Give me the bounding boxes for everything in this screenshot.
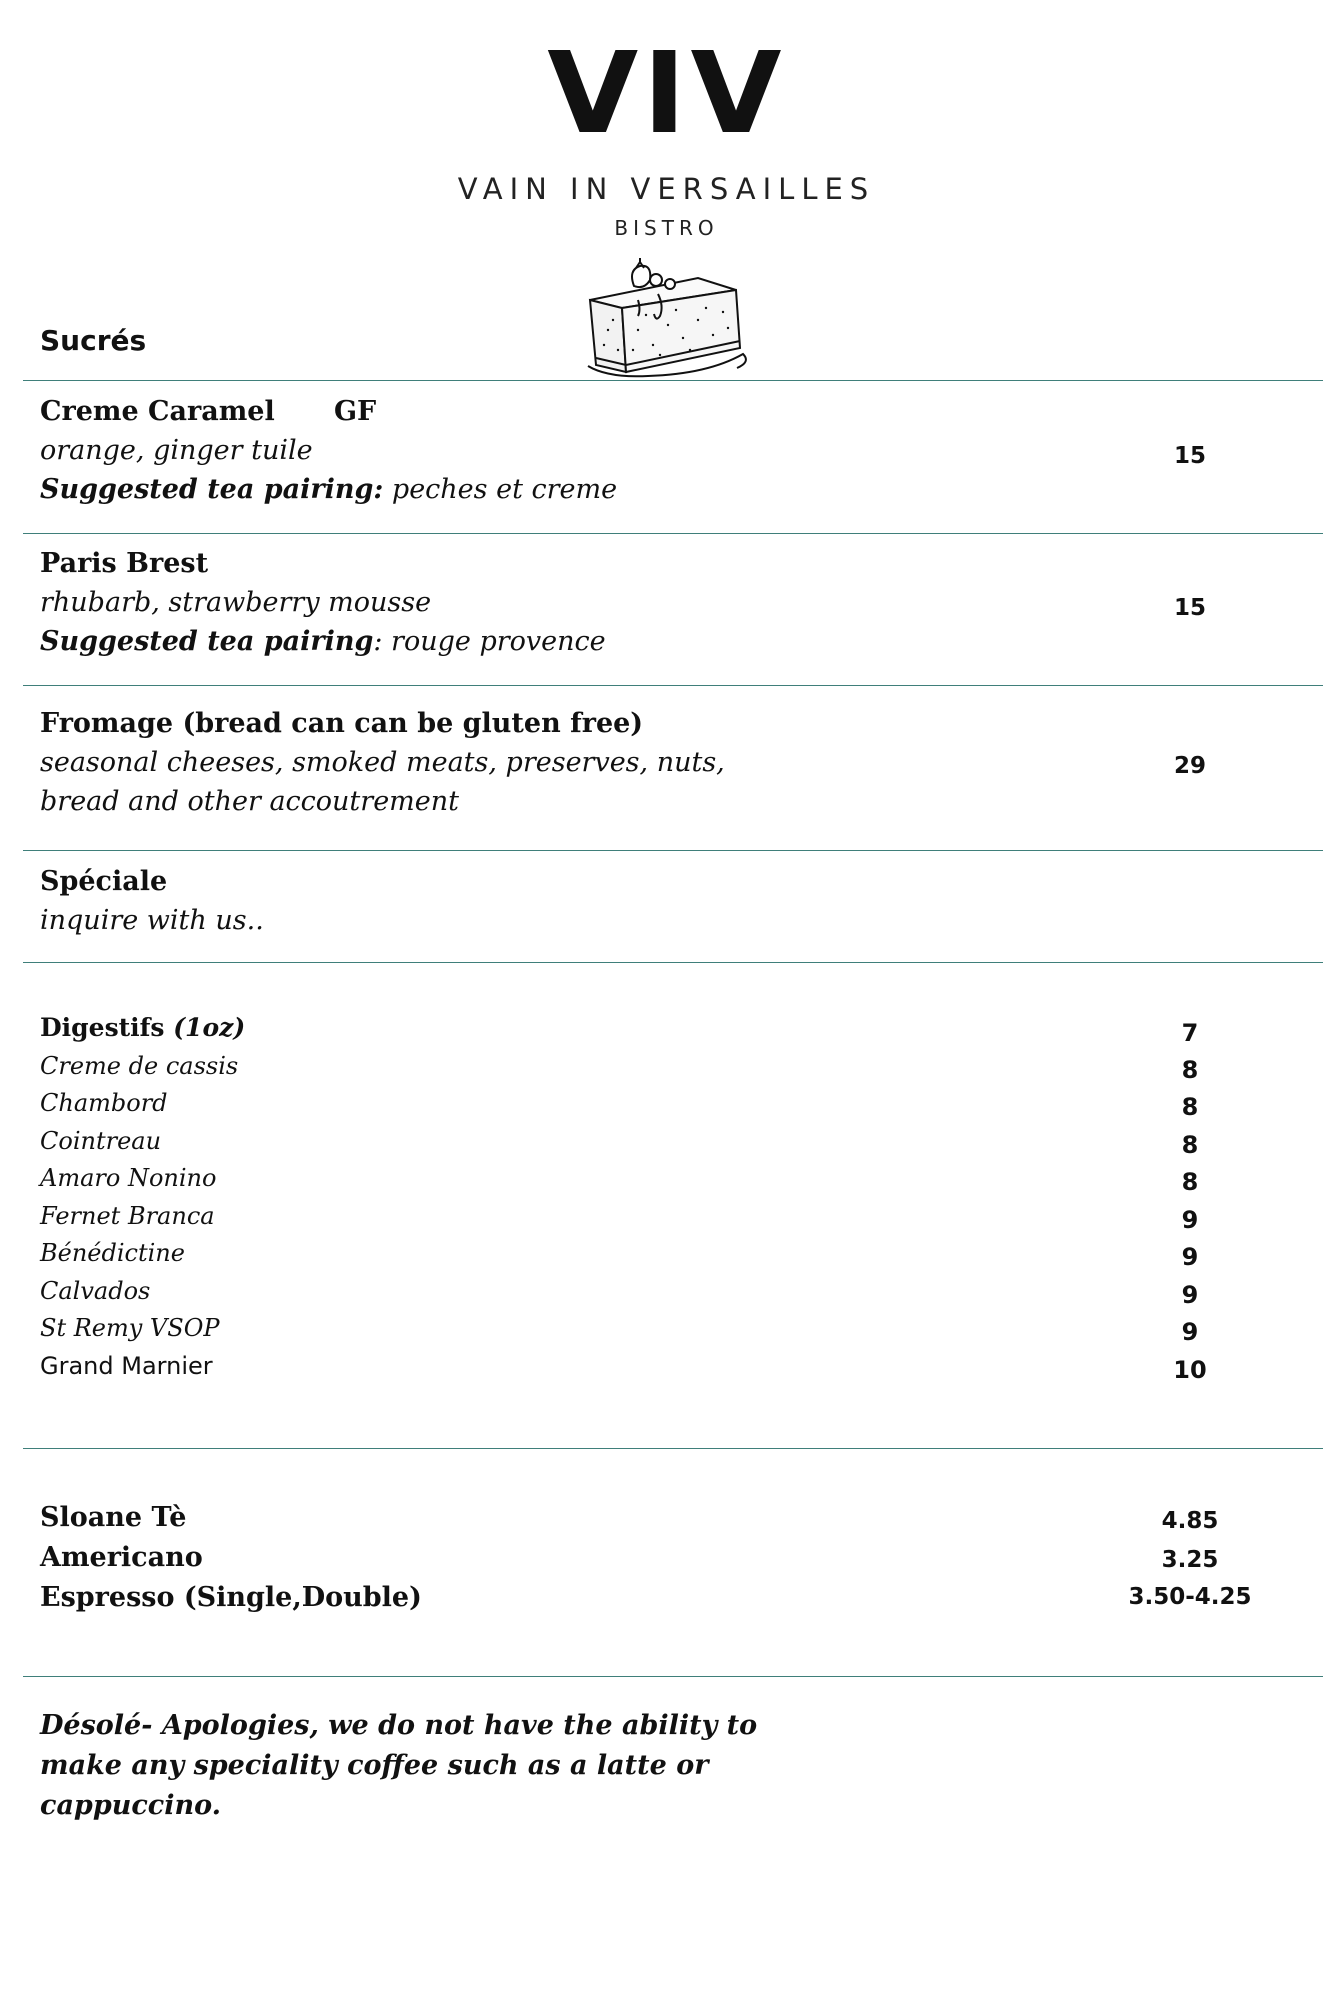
item-description: bread and other accoutrement bbox=[40, 786, 459, 817]
item-price: 15 bbox=[1173, 443, 1206, 469]
item-name-fromage: Fromage (bread can can be gluten free) bbox=[40, 708, 644, 739]
gluten-free-badge: GF bbox=[334, 396, 377, 427]
digestif-price: 9 bbox=[1181, 1318, 1199, 1346]
tea-pairing bbox=[40, 626, 606, 657]
divider bbox=[23, 962, 1323, 963]
item-price: 29 bbox=[1173, 753, 1206, 779]
digestif-item: Cointreau bbox=[40, 1127, 162, 1155]
apology-note bbox=[40, 1706, 900, 1826]
digestif-price: 8 bbox=[1181, 1056, 1199, 1084]
item-description: rhubarb, strawberry mousse bbox=[40, 587, 432, 618]
digestif-price: 10 bbox=[1173, 1356, 1207, 1384]
item-price: 15 bbox=[1173, 595, 1206, 621]
tagline: VAIN IN VERSAILLES bbox=[457, 172, 876, 206]
digestif-price: 8 bbox=[1181, 1093, 1199, 1121]
item-name-speciale: Spéciale bbox=[40, 866, 168, 897]
divider bbox=[23, 1676, 1323, 1677]
divider bbox=[23, 1448, 1323, 1449]
note-line: cappuccino. bbox=[40, 1790, 222, 1821]
digestif-price: 9 bbox=[1181, 1243, 1199, 1271]
tea-pairing-label: Suggested tea pairing bbox=[40, 626, 374, 657]
item-description: seasonal cheeses, smoked meats, preserves, nuts, bbox=[40, 747, 725, 778]
note-line: Désolé- Apologies, we do not have the ability to bbox=[40, 1710, 758, 1741]
section-title: Sucrés bbox=[40, 324, 147, 357]
item-name-creme-caramel: Creme Caramel bbox=[40, 396, 275, 427]
digestif-item: Grand Marnier bbox=[40, 1352, 213, 1380]
digestifs-title-note: (1oz) bbox=[164, 1013, 246, 1042]
digestifs-title-price: 7 bbox=[1181, 1019, 1199, 1047]
tea-pairing-label: Suggested tea pairing: bbox=[40, 474, 384, 505]
coffee-price: 3.25 bbox=[1161, 1547, 1219, 1573]
digestif-price: 8 bbox=[1181, 1131, 1199, 1159]
coffee-item: Americano bbox=[40, 1542, 203, 1573]
digestif-item: Calvados bbox=[40, 1277, 151, 1305]
cake-icon bbox=[578, 250, 748, 380]
digestif-item: Amaro Nonino bbox=[40, 1164, 217, 1192]
tea-pairing-value: peches et creme bbox=[383, 474, 618, 505]
coffee-item: Sloane Tè bbox=[40, 1502, 187, 1533]
coffee-item: Espresso (Single,Double) bbox=[40, 1582, 422, 1613]
digestif-item: St Remy VSOP bbox=[40, 1314, 220, 1342]
digestif-item: Chambord bbox=[40, 1089, 168, 1117]
note-line: make any speciality coffee such as a latte or bbox=[40, 1750, 709, 1781]
divider bbox=[23, 533, 1323, 534]
coffee-price: 3.50-4.25 bbox=[1128, 1584, 1252, 1610]
item-name-paris-brest: Paris Brest bbox=[40, 548, 209, 579]
digestif-item: Fernet Branca bbox=[40, 1202, 215, 1230]
digestif-price: 8 bbox=[1181, 1168, 1199, 1196]
digestif-item: Creme de cassis bbox=[40, 1052, 239, 1080]
subtitle: BISTRO bbox=[614, 216, 719, 240]
item-description: orange, ginger tuile bbox=[40, 435, 313, 466]
digestif-item: Bénédictine bbox=[40, 1239, 185, 1267]
divider bbox=[23, 380, 1323, 381]
digestif-price: 9 bbox=[1181, 1281, 1199, 1309]
tea-pairing-value: : rouge provence bbox=[373, 626, 606, 657]
tea-pairing bbox=[40, 474, 617, 505]
coffee-price: 4.85 bbox=[1161, 1508, 1219, 1534]
digestifs-title-text: Digestifs bbox=[40, 1013, 165, 1042]
digestif-price: 9 bbox=[1181, 1206, 1199, 1234]
item-description: inquire with us.. bbox=[40, 905, 264, 936]
logo: VIV bbox=[547, 29, 786, 159]
divider bbox=[23, 850, 1323, 851]
divider bbox=[23, 685, 1323, 686]
digestifs-title bbox=[40, 1013, 245, 1042]
